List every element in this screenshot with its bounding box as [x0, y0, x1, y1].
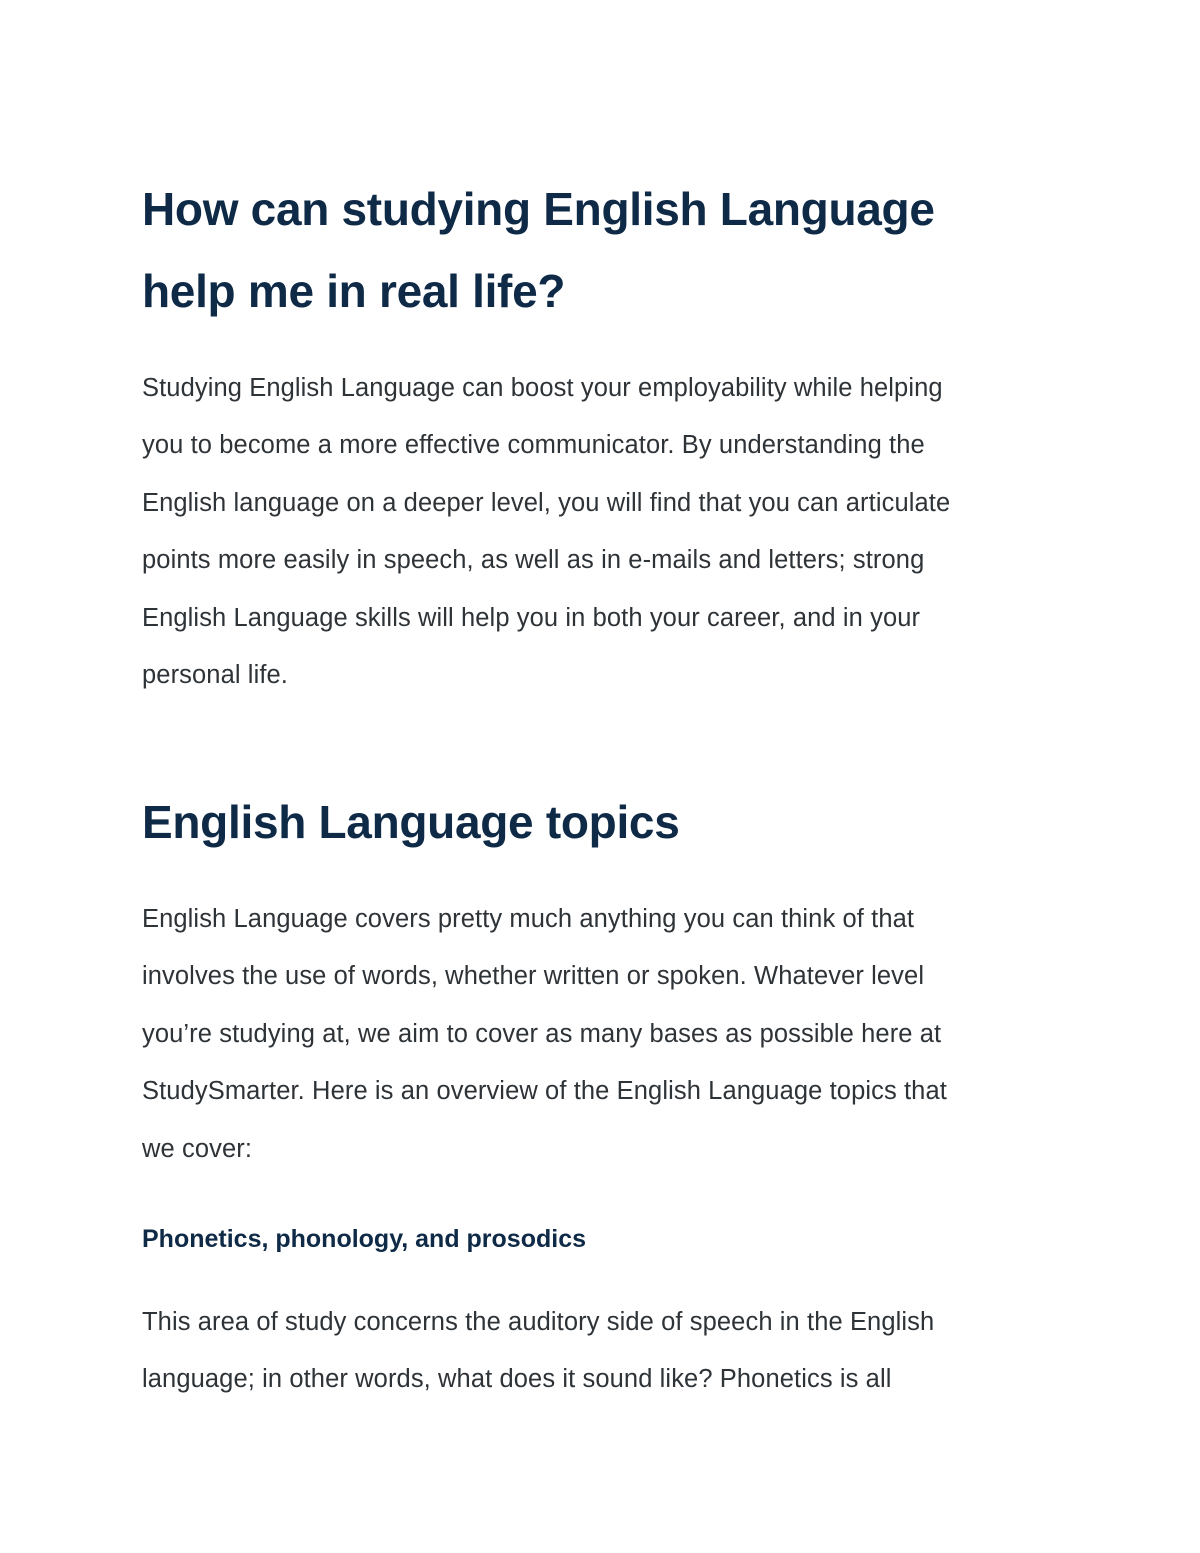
paragraph-line: StudySmarter. Here is an overview of the English Language topics that	[142, 1077, 947, 1106]
paragraph-line: we cover:	[142, 1134, 253, 1163]
paragraph-line: English Language covers pretty much anything you can think of that	[142, 905, 915, 933]
phonetics-paragraph	[142, 1294, 1072, 1409]
paragraph-line: involves the use of words, whether written or spoken. Whatever level	[142, 962, 925, 991]
paragraph-line: personal life.	[142, 661, 288, 690]
paragraph-line: points more easily in speech, as well as in e-mails and letters; strong	[142, 546, 925, 575]
section-heading-topics: English Language topics	[142, 796, 680, 848]
page-title-line-1: How can studying English Language	[142, 183, 935, 235]
subheading-phonetics: Phonetics, phonology, and prosodics	[142, 1225, 587, 1253]
paragraph-line: language; in other words, what does it sound like? Phonetics is all	[142, 1365, 892, 1394]
paragraph-line: Studying English Language can boost your employability while helping	[142, 374, 943, 402]
topics-paragraph	[142, 891, 1072, 1178]
paragraph-line: This area of study concerns the auditory side of speech in the English	[142, 1308, 935, 1336]
intro-paragraph	[142, 360, 1072, 704]
page-title-line-2: help me in real life?	[142, 265, 566, 317]
paragraph-line: you’re studying at, we aim to cover as many bases as possible here at	[142, 1019, 942, 1048]
paragraph-line: English Language skills will help you in both your career, and in your	[142, 603, 921, 632]
paragraph-line: you to become a more effective communicator. By understanding the	[142, 431, 925, 460]
paragraph-line: English language on a deeper level, you will find that you can articulate	[142, 488, 951, 517]
